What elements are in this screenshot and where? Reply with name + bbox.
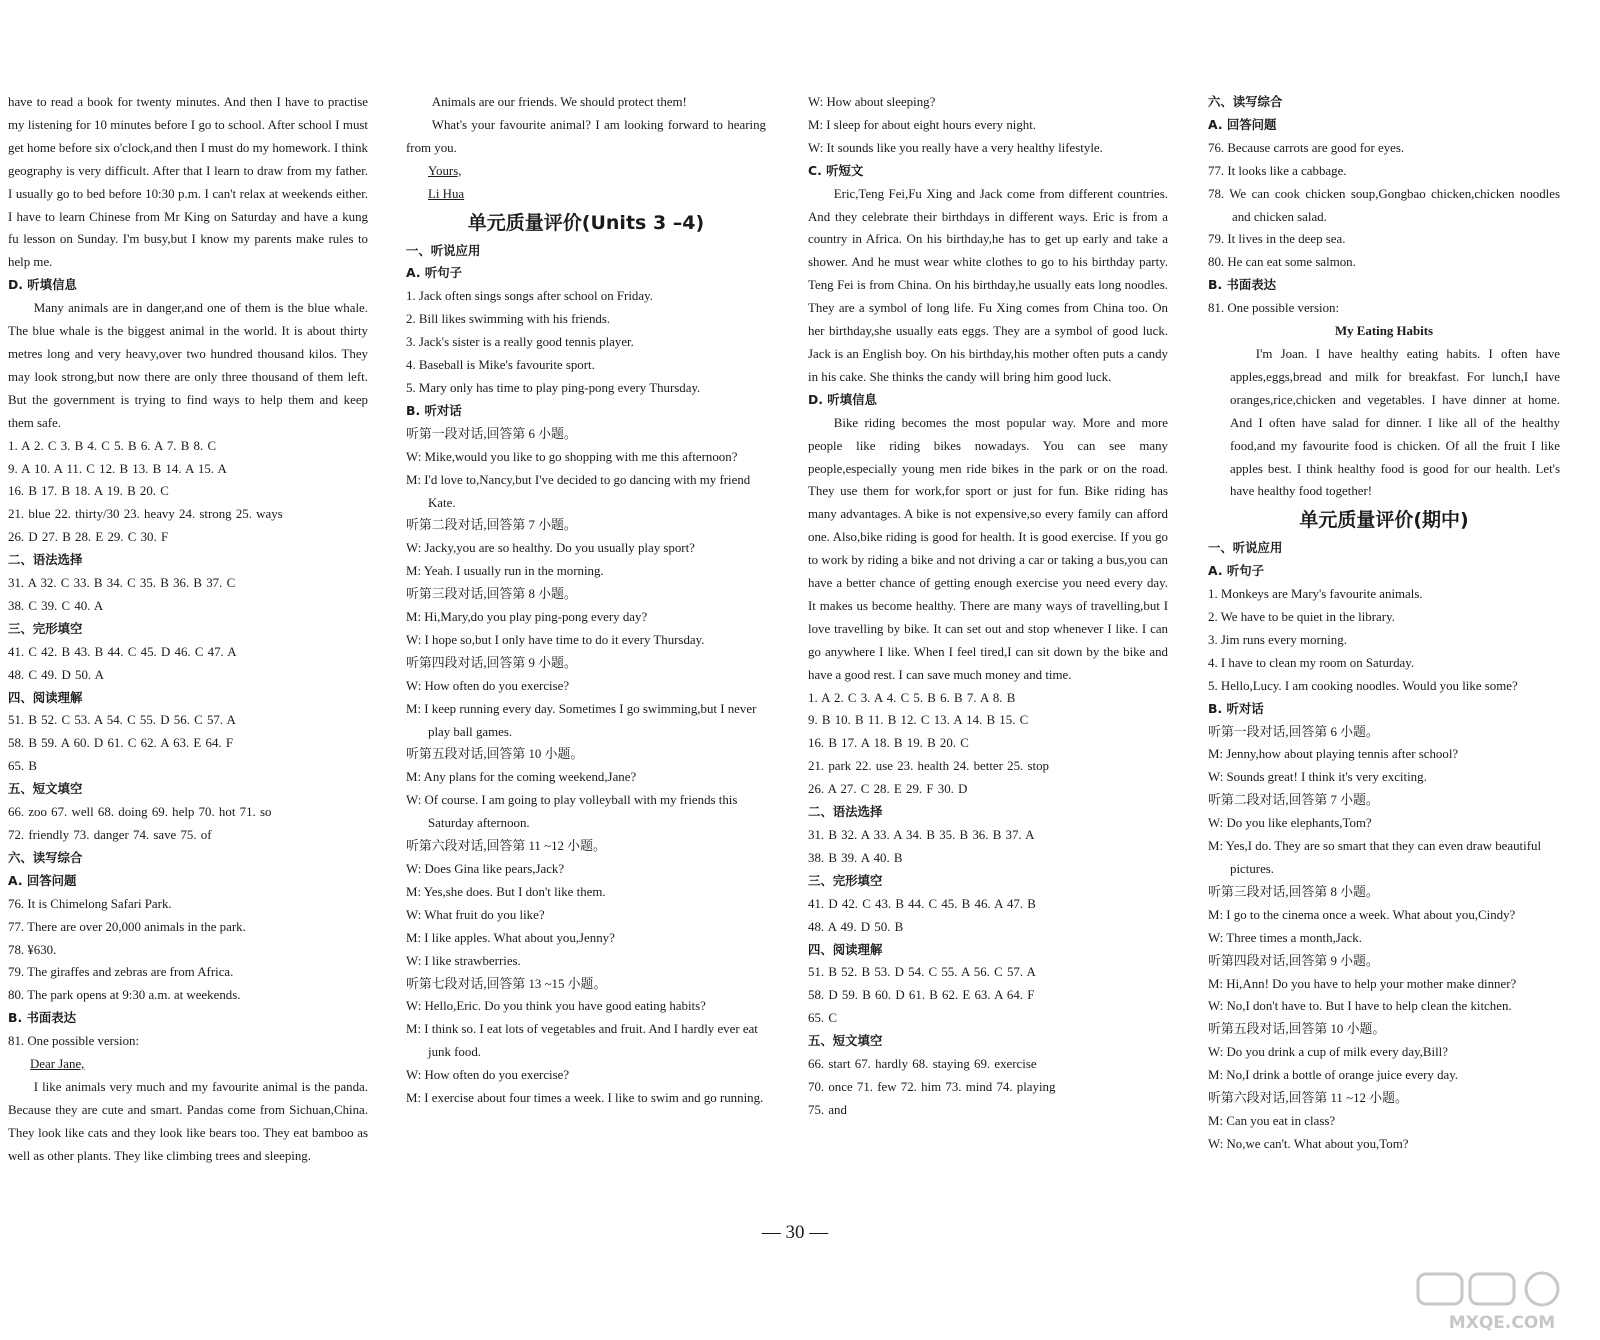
dialogue-line: M: No,I drink a bottle of orange juice every day.: [1208, 1068, 1459, 1083]
listening-sentence: 4. Baseball is Mike's favourite sport.: [406, 358, 595, 373]
answer-line: 21. blue 22. thirty/30 23. heavy 24. strong 25. ways: [8, 507, 283, 522]
answer-line: 58. D 59. B 60. D 61. B 62. E 63. A 64. F: [808, 988, 1035, 1003]
section-heading: 六、读写综合: [1208, 94, 1283, 109]
paragraph: Many animals are in danger,and one of them is the blue whale. The blue whale is the biggest animal in the world. It is about thirty metres long and very heavy,over two hundred thousand kilos. They may look strong,but now there are only three thousand of them left. But the government is trying to find ways to help them and keep them safe.: [8, 301, 368, 430]
answer-line: 16. B 17. A 18. B 19. B 20. C: [808, 736, 969, 751]
section-heading: D. 听填信息: [8, 277, 77, 293]
dialogue-line: W: Does Gina like pears,Jack?: [406, 862, 565, 876]
dialogue-line: M: I keep running every day. Sometimes I go swimming,but I never play ball games.: [406, 701, 757, 739]
answer-line: 58. B 59. A 60. D 61. C 62. A 63. E 64. F: [8, 736, 234, 751]
paragraph: Bike riding becomes the most popular way. More and more people like riding bikes nowadays. You can see many people,especially young men ride bikes in the park or on the road. They use them for work,for sport or just for fun. Bike riding has many advantages. A bike is not expensive,so every family can afford one. Also,bike riding is good for health. It is good exercise. If you go to work by riding a bike and not driving a car or taking a bus,you can have a better chance of getting enough exercise you need every day. It makes us become healthy. There are many ways of travelling,but I love travelling by bike. It can set out and stop whenever I like. I can go anywhere I like. When I feel tired,I can sit down by the bike and have a good rest. I can save much money and time.: [808, 415, 1168, 682]
dialogue-heading: 听第七段对话,回答第 13 ~15 小题。: [406, 976, 607, 991]
dialogue-heading: 听第六段对话,回答第 11 ~12 小题。: [406, 839, 606, 854]
dialogue-line: W: Hello,Eric. Do you think you have good eating habits?: [406, 999, 706, 1014]
answer-line: 1. A 2. C 3. B 4. C 5. B 6. A 7. B 8. C: [8, 438, 217, 453]
section-heading: 三、完形填空: [808, 872, 883, 888]
dialogue-line: W: What fruit do you like?: [406, 907, 545, 922]
section-heading: 二、语法选择: [808, 804, 883, 820]
dialogue-line: W: How often do you exercise?: [406, 678, 570, 693]
answer-line: 65. C: [808, 1011, 837, 1026]
section-heading: B. 书面表达: [1208, 277, 1277, 293]
section-heading: 一、听说应用: [1208, 540, 1283, 556]
answer-line: 76. Because carrots are good for eyes.: [1208, 140, 1405, 155]
column-1: [8, 91, 368, 1168]
dialogue-line: M: Yeah. I usually run in the morning.: [406, 564, 604, 579]
section-heading: A. 听句子: [1208, 563, 1265, 579]
answer-line: 80. The park opens at 9:30 a.m. at weekends.: [8, 988, 241, 1003]
dialogue-line: W: Do you drink a cup of milk every day,Bill?: [1208, 1045, 1448, 1060]
answer-line: 75. and: [808, 1102, 847, 1117]
section-heading: B. 书面表达: [8, 1010, 77, 1026]
section-heading: 四、阅读理解: [808, 941, 883, 957]
answer-line: 77. There are over 20,000 animals in the park.: [8, 919, 246, 934]
section-heading: 五、短文填空: [8, 781, 83, 797]
dialogue-line: W: Of course. I am going to play volleyball with my friends this Saturday afternoon.: [406, 793, 738, 831]
paragraph: What's your favourite animal? I am looking forward to hearing from you.: [406, 117, 766, 155]
answer-line: 38. B 39. A 40. B: [808, 850, 903, 865]
dialogue-heading: 听第四段对话,回答第 9 小题。: [406, 655, 577, 670]
section-heading: 五、短文填空: [808, 1033, 883, 1049]
section-heading: 六、读写综合: [8, 849, 83, 865]
dialogue-line: M: I'd love to,Nancy,but I've decided to go dancing with my friend Kate.: [406, 472, 751, 510]
answer-line: 31. B 32. A 33. A 34. B 35. B 36. B 37. A: [808, 828, 1035, 842]
dialogue-line: W: Three times a month,Jack.: [1208, 930, 1362, 945]
dialogue-heading: 听第二段对话,回答第 7 小题。: [1208, 793, 1379, 808]
listening-sentence: 5. Mary only has time to play ping-pong every Thursday.: [406, 380, 701, 395]
dialogue-line: W: No,I don't have to. But I have to help clean the kitchen.: [1208, 999, 1512, 1014]
section-heading: A. 回答问题: [1208, 116, 1277, 132]
paragraph: Eric,Teng Fei,Fu Xing and Jack come from different countries. And they celebrate their birthdays in different ways. Eric is from a country in Africa. On his birthday,he has to get up early and take a shower. And he must wear white clothes to go to his birthday party. Teng Fei is from China. On his birthday,he usually eats long noodles. They are a symbol of long life. Fu Xing comes from China too. On her birthday,she usually eats eggs. They are a symbol of good luck. Jack is an English boy. On his birthday,his mother often puts a candy in his cake. She thinks the candy will bring him good luck.: [808, 186, 1168, 384]
dialogue-line: W: No,we can't. What about you,Tom?: [1208, 1136, 1409, 1151]
dialogue-line: W: How about sleeping?: [808, 95, 936, 109]
section-heading: 二、语法选择: [8, 552, 83, 568]
listening-sentence: 1. Jack often sings songs after school on Friday.: [406, 289, 653, 304]
answer-line: 81. One possible version:: [8, 1034, 140, 1049]
listening-sentence: 1. Monkeys are Mary's favourite animals.: [1208, 587, 1423, 602]
dialogue-line: W: Do you like elephants,Tom?: [1208, 816, 1372, 831]
paragraph: Animals are our friends. We should protect them!: [431, 95, 687, 109]
dialogue-heading: 听第三段对话,回答第 8 小题。: [1208, 884, 1379, 899]
letter-salutation: Dear Jane,: [30, 1057, 85, 1072]
answer-line: 79. It lives in the deep sea.: [1208, 232, 1346, 247]
paragraph: have to read a book for twenty minutes. And then I have to practise my listening for 10 minutes before I go to school. After school I must get home before six o'clock,and then I must do my homework. I think geography is very difficult. After that I learn to draw from my father. I usually go to bed before 10:30 p.m. I can't relax at weekends either. I have to learn Chinese from Mr King on Saturday and have a kung fu lesson on Sunday. I'm busy,but I know my parents make rules to help me.: [8, 95, 368, 270]
dialogue-line: W: It sounds like you really have a very healthy lifestyle.: [808, 140, 1103, 155]
answer-line: 21. park 22. use 23. health 24. better 25. stop: [808, 759, 1049, 774]
dialogue-line: M: I think so. I eat lots of vegetables and fruit. And I hardly ever eat junk food.: [406, 1022, 758, 1060]
answer-line: 77. It looks like a cabbage.: [1208, 163, 1347, 178]
dialogue-line: M: I go to the cinema once a week. What about you,Cindy?: [1208, 907, 1516, 922]
section-heading: 三、完形填空: [8, 620, 83, 636]
watermark-mark: [1526, 1273, 1558, 1305]
dialogue-line: W: Sounds great! I think it's very exciting.: [1208, 770, 1427, 785]
answer-line: 80. He can eat some salmon.: [1208, 255, 1356, 270]
column-3: [808, 91, 1168, 1122]
watermark-logo: [1412, 1270, 1592, 1334]
answer-line: 51. B 52. C 53. A 54. C 55. D 56. C 57. A: [8, 713, 236, 728]
listening-sentence: 3. Jack's sister is a really good tennis player.: [406, 335, 634, 350]
answer-line: 66. start 67. hardly 68. staying 69. exercise: [808, 1057, 1037, 1072]
paragraph: I like animals very much and my favourite animal is the panda. Because they are cute and smart. Pandas come from Sichuan,China. They look like cats and they look like bears too. They eat bamboo as well as other plants. They like climbing trees and sleeping.: [8, 1079, 368, 1163]
watermark-mark: [1470, 1274, 1514, 1304]
dialogue-heading: 听第三段对话,回答第 8 小题。: [406, 587, 577, 602]
dialogue-line: M: Hi,Ann! Do you have to help your mother make dinner?: [1208, 976, 1517, 991]
dialogue-line: M: I sleep for about eight hours every night.: [808, 117, 1037, 132]
dialogue-line: M: Yes,she does. But I don't like them.: [406, 884, 606, 899]
answer-line: 51. B 52. B 53. D 54. C 55. A 56. C 57. A: [808, 965, 1036, 980]
section-heading: A. 回答问题: [8, 872, 77, 888]
answer-line: 41. C 42. B 43. B 44. C 45. D 46. C 47. A: [8, 644, 237, 659]
letter-closing: Yours,: [428, 163, 462, 178]
answer-line: 1. A 2. C 3. A 4. C 5. B 6. B 7. A 8. B: [808, 690, 1016, 705]
answer-line: 81. One possible version:: [1208, 301, 1340, 316]
dialogue-line: M: Jenny,how about playing tennis after school?: [1208, 747, 1459, 762]
page-number: — 30 —: [761, 1222, 829, 1243]
dialogue-line: M: Can you eat in class?: [1208, 1113, 1336, 1128]
answer-line: 76. It is Chimelong Safari Park.: [8, 896, 172, 911]
dialogue-line: M: Any plans for the coming weekend,Jane?: [406, 770, 637, 785]
answer-line: 41. D 42. C 43. B 44. C 45. B 46. A 47. B: [808, 896, 1036, 911]
section-heading: 一、听说应用: [406, 242, 481, 258]
section-heading: 四、阅读理解: [8, 689, 83, 705]
answer-line: 48. C 49. D 50. A: [8, 667, 104, 682]
section-heading: A. 听句子: [406, 265, 463, 281]
answer-line: 26. A 27. C 28. E 29. F 30. D: [808, 782, 968, 797]
listening-sentence: 3. Jim runs every morning.: [1208, 632, 1347, 647]
section-heading: B. 听对话: [1208, 700, 1264, 716]
dialogue-line: W: I like strawberries.: [406, 953, 521, 968]
column-4: [1208, 91, 1560, 1156]
dialogue-line: W: Mike,would you like to go shopping with me this afternoon?: [406, 449, 738, 464]
section-heading: D. 听填信息: [808, 391, 877, 407]
answer-line: 65. B: [8, 759, 37, 774]
dialogue-heading: 听第五段对话,回答第 10 小题。: [406, 747, 584, 762]
dialogue-line: M: Hi,Mary,do you play ping-pong every day?: [406, 610, 648, 625]
section-heading: C. 听短文: [808, 162, 864, 178]
dialogue-line: M: I like apples. What about you,Jenny?: [406, 930, 615, 945]
listening-sentence: 4. I have to clean my room on Saturday.: [1208, 655, 1415, 670]
dialogue-heading: 听第五段对话,回答第 10 小题。: [1208, 1022, 1386, 1037]
column-2: [406, 91, 766, 1110]
dialogue-heading: 听第二段对话,回答第 7 小题。: [406, 518, 577, 533]
answer-line: 9. B 10. B 11. B 12. C 13. A 14. B 15. C: [808, 713, 1029, 728]
listening-sentence: 2. We have to be quiet in the library.: [1208, 610, 1395, 625]
dialogue-heading: 听第六段对话,回答第 11 ~12 小题。: [1208, 1091, 1408, 1106]
dialogue-line: W: How often do you exercise?: [406, 1068, 570, 1083]
answer-line: 78. ¥630.: [8, 942, 57, 957]
answer-line: 70. once 71. few 72. him 73. mind 74. playing: [808, 1079, 1056, 1094]
listening-sentence: 5. Hello,Lucy. I am cooking noodles. Would you like some?: [1208, 678, 1518, 693]
dialogue-line: W: Jacky,you are so healthy. Do you usually play sport?: [406, 541, 695, 556]
answer-line: 16. B 17. B 18. A 19. B 20. C: [8, 484, 169, 499]
answer-line: 48. A 49. D 50. B: [808, 919, 904, 934]
answer-line: 79. The giraffes and zebras are from Africa.: [8, 965, 234, 980]
answer-line: 78. We can cook chicken soup,Gongbao chicken,chicken noodles and chicken salad.: [1208, 186, 1560, 224]
dialogue-list: [406, 423, 766, 1110]
dialogue-line: W: I hope so,but I only have time to do it every Thursday.: [406, 632, 705, 647]
dialogue-heading: 听第一段对话,回答第 6 小题。: [406, 426, 577, 441]
watermark-mark: [1418, 1274, 1462, 1304]
unit-title: 单元质量评价(期中): [1299, 509, 1469, 532]
dialogue-list: [1208, 721, 1560, 1156]
listening-sentence: 2. Bill likes swimming with his friends.: [406, 312, 611, 327]
answer-line: 9. A 10. A 11. C 12. B 13. B 14. A 15. A: [8, 461, 227, 476]
answer-line: 38. C 39. C 40. A: [8, 598, 104, 613]
watermark-text: MXQE.COM: [1448, 1313, 1556, 1333]
letter-signature: Li Hua: [428, 186, 465, 201]
answer-line: 26. D 27. B 28. E 29. C 30. F: [8, 530, 169, 545]
answer-line: 72. friendly 73. danger 74. save 75. of: [8, 828, 212, 842]
dialogue-heading: 听第一段对话,回答第 6 小题。: [1208, 724, 1379, 739]
essay-title: My Eating Habits: [1334, 324, 1434, 339]
answer-line: 31. A 32. C 33. B 34. C 35. B 36. B 37. C: [8, 576, 236, 591]
dialogue-line: M: Yes,I do. They are so smart that they can even draw beautiful pictures.: [1208, 839, 1542, 876]
section-heading: B. 听对话: [406, 402, 462, 418]
dialogue-heading: 听第四段对话,回答第 9 小题。: [1208, 953, 1379, 968]
paragraph: I'm Joan. I have healthy eating habits. I often have apples,eggs,bread and milk for breakfast. For lunch,I have oranges,rice,chicken and vegetables. I have dinner at home. And I often have salad for dinner. I like all of the healthy food,and my favourite food is chicken. Of all the fruit I like apples best. I think healthy food is good for our health. Let's have healthy food together!: [1230, 346, 1560, 499]
unit-title: 单元质量评价(Units 3 –4): [467, 211, 705, 234]
answer-line: 66. zoo 67. well 68. doing 69. help 70. hot 71. so: [8, 805, 272, 820]
dialogue-line: M: I exercise about four times a week. I like to swim and go running.: [406, 1091, 764, 1106]
